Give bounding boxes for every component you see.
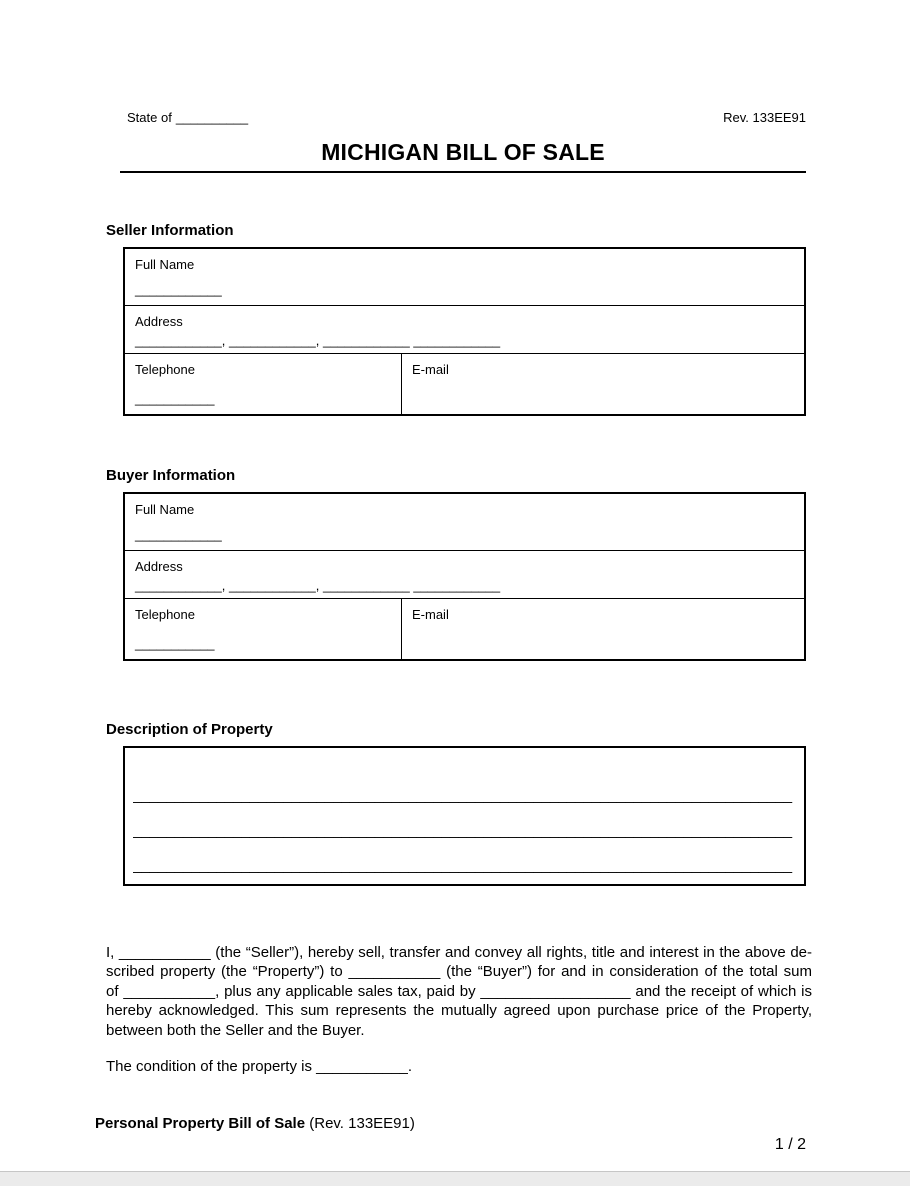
state-of-blank: __________ (175, 110, 249, 125)
seller-section-heading: Seller Information (106, 222, 234, 239)
state-of-label: State of (127, 110, 172, 125)
buyer-full-name-blank: ____________ (135, 527, 222, 542)
property-section-heading: Description of Property (106, 721, 273, 738)
seller-telephone-label: Telephone (135, 362, 195, 377)
buyer-info-table (123, 492, 806, 661)
buyer-address-label: Address (135, 559, 183, 574)
buyer-full-name-cell (125, 494, 804, 551)
seller-contact-row (125, 354, 804, 414)
seller-address-blank: ____________, ____________, ____________ ____________ (135, 333, 501, 348)
seller-telephone-cell (125, 354, 402, 414)
agreement-line: scribed property (the “Property”) to ___________ (the “Buyer”) for and in consideration of the total sum (106, 963, 812, 981)
buyer-address-blank: ____________, ____________, ____________ ____________ (135, 578, 501, 593)
condition-line: The condition of the property is ___________. (106, 1058, 413, 1076)
buyer-email-label: E-mail (412, 607, 449, 622)
buyer-telephone-label: Telephone (135, 607, 195, 622)
seller-address-cell (125, 306, 804, 354)
buyer-telephone-cell (125, 599, 402, 659)
seller-info-table (123, 247, 806, 416)
buyer-email-cell (402, 599, 804, 659)
footer-doc-rev: (Rev. 133EE91) (305, 1115, 415, 1132)
property-description-box (123, 746, 806, 886)
seller-address-label: Address (135, 314, 183, 329)
footer-doc-name-line (95, 1115, 415, 1132)
buyer-telephone-blank: ___________ (135, 636, 215, 651)
state-of-line (127, 110, 248, 125)
property-blank-line: _______________________________________________________________________________ (133, 787, 793, 804)
seller-telephone-blank: ___________ (135, 391, 215, 406)
seller-email-label: E-mail (412, 362, 449, 377)
property-blank-line: _______________________________________________________________________________ (133, 822, 793, 839)
property-blank-line: _______________________________________________________________________________ (133, 857, 793, 874)
revision-label: Rev. 133EE91 (723, 110, 806, 125)
agreement-line: hereby acknowledged. This sum represents the mutually agreed upon purchase price of the Property, (106, 1002, 812, 1020)
buyer-contact-row (125, 599, 804, 659)
seller-email-cell (402, 354, 804, 414)
footer-doc-name: Personal Property Bill of Sale (95, 1115, 306, 1132)
agreement-paragraph (106, 943, 812, 1040)
buyer-address-cell (125, 551, 804, 599)
buyer-section-heading: Buyer Information (106, 467, 236, 484)
document-header (127, 110, 806, 125)
agreement-line: I, ___________ (the “Seller”), hereby sell, transfer and convey all rights, title and interest in the above de- (106, 944, 812, 961)
buyer-full-name-label: Full Name (135, 502, 195, 517)
seller-full-name-cell (125, 249, 804, 306)
page-bottom-gap (0, 1171, 910, 1186)
document-title: MICHIGAN BILL OF SALE (321, 139, 605, 165)
agreement-line: between both the Seller and the Buyer. (106, 1021, 365, 1039)
page-number: 1 / 2 (774, 1136, 806, 1153)
title-rule (120, 171, 806, 173)
seller-full-name-blank: ____________ (135, 282, 222, 297)
agreement-line: of ___________, plus any applicable sales tax, paid by __________________ and the receipt of which is (106, 982, 812, 1000)
seller-full-name-label: Full Name (135, 257, 195, 272)
